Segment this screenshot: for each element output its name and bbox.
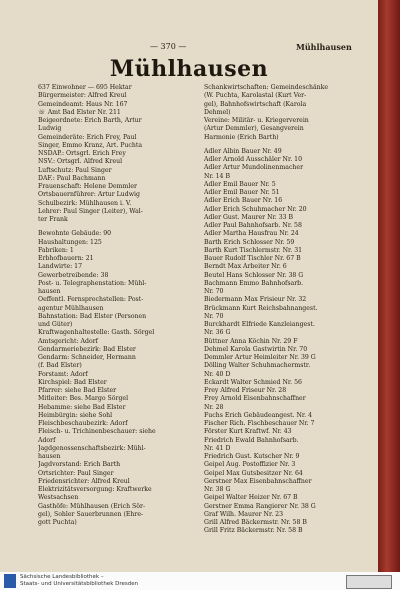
directory-line: Grill Fritz Bäckermstr. Nr. 58 B (204, 527, 303, 535)
directory-line: Erbhofbauern: 21 (38, 255, 94, 262)
directory-line: NSDAP.: Ortsgrl. Erich Frey (38, 150, 126, 157)
book-spine (378, 0, 400, 572)
directory-line: Gendarmeriebezirk: Bad Elster (38, 345, 136, 353)
license-badge-icon[interactable] (346, 575, 392, 589)
directory-line: Adler Paul Bahnhofsarb. Nr. 58 (204, 222, 302, 229)
directory-line: Geipel Walter Heizer Nr. 67 B (204, 494, 298, 502)
directory-line: Adler Gust. Maurer Nr. 33 B (204, 213, 294, 221)
page-header (0, 42, 378, 56)
directory-line: Gerstner Emma Rangierer Nr. 38 G (204, 502, 316, 510)
right-column (204, 84, 369, 536)
directory-line: Kraftwagenhaltestelle: Gasth. Sörgel (38, 329, 155, 337)
directory-line: (W. Puchta, Karolastal (Kurt Ver- (204, 92, 307, 100)
directory-line: Berndt Max Arbeiter Nr. 6 (204, 263, 287, 271)
directory-line: Adler Emil Bauer Nr. 51 (204, 189, 280, 196)
directory-line: Büttner Anna Köchin Nr. 29 F (204, 337, 298, 345)
directory-line: Graf Wilh. Maurer Nr. 23 (204, 510, 284, 518)
directory-line: ☏ Amt Bad Elster Nr. 211 (38, 108, 121, 116)
directory-line: Hebamme: siehe Bad Elster (38, 403, 126, 411)
directory-line: Barth Kurt Tischlermstr. Nr. 31 (204, 246, 303, 254)
directory-line: Frey Alfred Friseur Nr. 28 (204, 387, 287, 394)
directory-line: ter Frank (38, 216, 68, 223)
directory-line: Bewohnte Gebäude: 90 (38, 230, 112, 238)
directory-line: Friedrich Gust. Kutscher Nr. 9 (204, 453, 300, 460)
directory-line: Adorf (38, 436, 56, 444)
footer-text (20, 574, 138, 588)
directory-line: Bahnstation: Bad Elster (Personen (38, 312, 147, 320)
directory-line: Dehmel) (204, 108, 231, 116)
directory-line: Friedensrichter: Alfred Kreul (38, 477, 130, 485)
directory-line: Landwirte: 17 (38, 263, 83, 271)
directory-line: Adler Emil Bauer Nr. 5 (204, 180, 276, 188)
directory-line: Fleisch- u. Trichinenbeschauer: siehe (38, 428, 156, 436)
directory-line: Adler Arnold Ausschäler Nr. 10 (204, 156, 303, 163)
footer-line-1: Sächsische Landesbibliothek – (20, 574, 104, 580)
directory-line: agentur Mühlhausen (38, 304, 104, 312)
directory-line: Gasthöfe: Mühlhausen (Erich Sör- (38, 502, 146, 510)
directory-line: Singer, Emmo Kranz, Art. Puchta (38, 141, 143, 149)
directory-line: Biedermann Max Frisieur Nr. 32 (204, 296, 307, 304)
directory-line: Forstamt: Adorf (38, 370, 88, 378)
directory-line: NSV.: Ortsgrl. Alfred Kreul (38, 158, 123, 166)
directory-line: Eckardt Walter Schmied Nr. 56 (204, 378, 302, 386)
directory-line: Bauer Rudolf Tischler Nr. 67 B (204, 255, 301, 262)
directory-line: Jagdvorstand: Erich Barth (38, 461, 121, 469)
directory-line: hausen (38, 453, 61, 460)
directory-line: Westsachsen (38, 494, 79, 502)
directory-line: Demmler Artur Heimleiter Nr. 39 G (204, 354, 316, 361)
directory-line: Haushaltungen: 125 (38, 238, 102, 246)
directory-line: Frey Arnold Eisenbahnschaffner (204, 395, 306, 403)
directory-line: Brückmann Kurt Reichsbahnangest. (204, 304, 318, 312)
directory-line: hausen (38, 288, 61, 295)
directory-line: DAF.: Paul Bachmann (38, 174, 106, 182)
directory-line: Gendarm: Schneider, Hermann (38, 354, 136, 361)
directory-line: Pfarrer: siehe Bad Elster (38, 387, 117, 394)
directory-line: Adler Erich Schuhmacher Nr. 20 (204, 205, 307, 213)
directory-line: Gewerbetreibende: 38 (38, 271, 109, 279)
directory-line: Mitleiter: Bes. Margo Sörgel (38, 395, 129, 403)
directory-line: (Artur Demmler), Gesangverein (204, 125, 304, 133)
directory-line: Nr. 70 (204, 288, 224, 295)
directory-line: Adler Albin Bauer Nr. 49 (204, 147, 282, 155)
directory-line: Amtsgericht: Adorf (38, 337, 98, 345)
directory-line: Fuchs Erich Gebäudeangest. Nr. 4 (204, 411, 313, 419)
directory-line: Adler Martha Hausfrau Nr. 24 (204, 230, 299, 238)
directory-line: Frauenschaft: Helene Demmler (38, 183, 137, 190)
directory-line: Lehrer: Paul Singer (Leiter), Wal- (38, 207, 143, 215)
directory-line: Harmonie (Erich Barth) (204, 133, 279, 141)
library-logo-icon (4, 574, 16, 588)
running-head: Mühlhausen (296, 42, 352, 52)
directory-line: Nr. 38 G (204, 486, 231, 493)
page-title: Mühlhausen (109, 56, 269, 82)
directory-line: Nr. 28 (204, 403, 224, 411)
directory-line: Luftschutz: Paul Singer (38, 166, 112, 174)
directory-line: Förster Kurt Kraftwf. Nr. 43 (204, 428, 292, 436)
directory-line: Gerstner Max Eisenbahnschaffner (204, 477, 312, 485)
directory-line: Oeffentl. Fernsprechstellen: Post- (38, 296, 144, 304)
directory-line: Dehmel Karola Gastwirtin Nr. 70 (204, 345, 308, 353)
directory-line: Ludwig (38, 125, 62, 133)
directory-line: Barth Erich Schlosser Nr. 59 (204, 238, 295, 246)
directory-line: Bürgermeister: Alfred Kreul (38, 92, 127, 100)
directory-line: Fabriken: 1 (38, 246, 74, 254)
directory-line: Nr. 36 G (204, 329, 231, 337)
directory-line: Post- u. Telegraphenstation: Mühl- (38, 279, 147, 287)
directory-line: Beigeordnete: Erich Barth, Artur (38, 117, 142, 124)
directory-line: Fleischbeschaubezirk: Adorf (38, 420, 128, 427)
directory-line: Ortsrichter: Paul Singer (38, 469, 114, 477)
library-footer (0, 572, 400, 590)
left-column (38, 84, 203, 527)
directory-line: Adler Erich Bauer Nr. 16 (204, 197, 283, 205)
directory-line: gel), Sohler Sauerbrunnen (Ehre- (38, 510, 144, 518)
directory-line: Kirchspiel: Bad Elster (38, 378, 107, 386)
directory-line: Dölling Walter Schuhmachermstr. (204, 362, 311, 370)
directory-line: (f. Bad Elster) (38, 362, 82, 370)
directory-line: gel), Bahnhofswirtschaft (Karola (204, 100, 307, 108)
directory-line: Ortsbauernführer: Artur Ludwig (38, 191, 140, 199)
directory-line: 637 Einwohner — 695 Hektar (38, 84, 132, 91)
directory-line: Elektrizitätsversorgung: Kraftwerke (38, 486, 152, 493)
directory-line: Grill Alfred Bäckermstr. Nr. 58 B (204, 519, 307, 526)
directory-line: Nr. 70 (204, 312, 224, 320)
directory-line: Adler Artur Mundolinenmacher (204, 164, 304, 172)
directory-line: gott Puchta) (38, 519, 77, 526)
directory-line: Nr. 41 D (204, 444, 231, 452)
directory-line: Geipel Aug. Postoffizier Nr. 3 (204, 461, 296, 469)
directory-line: Gemeindeamt: Haus Nr. 167 (38, 100, 128, 108)
page-number: — 370 — (150, 42, 187, 51)
directory-line: Vereine: Militär- u. Kriegerverein (204, 117, 309, 124)
directory-line: Bachmann Emmo Bahnhofsarb. (204, 279, 304, 287)
directory-line: Jagdgenossenschaftsbezirk: Mühl- (38, 444, 146, 452)
directory-line: Heimbürgin: siehe Sohl (38, 411, 113, 419)
footer-line-2: Staats- und Universitätsbibliothek Dresden (20, 581, 139, 587)
directory-line: Geipel Max Gutsbesitzer Nr. 64 (204, 469, 303, 477)
directory-line: Nr. 40 D (204, 370, 231, 378)
directory-line: Gemeinderäte: Erich Frey, Paul (38, 133, 137, 141)
directory-line: Beutel Hans Schlosser Nr. 38 G (204, 271, 304, 279)
directory-line: Friedrich Ewald Bahnhofsarb. (204, 436, 299, 444)
directory-line: Burckhardt Elfriede Kanzleiangest. (204, 321, 315, 328)
directory-line: Schankwirtschaften: Gemeindeschänke (204, 84, 329, 91)
directory-line: Nr. 14 B (204, 172, 231, 180)
directory-line: und Güter) (38, 321, 73, 328)
directory-line: Schulbezirk: Mühlhausen i. V. (38, 199, 132, 207)
directory-line: Fischer Rich. Fischbeschauer Nr. 7 (204, 420, 315, 427)
